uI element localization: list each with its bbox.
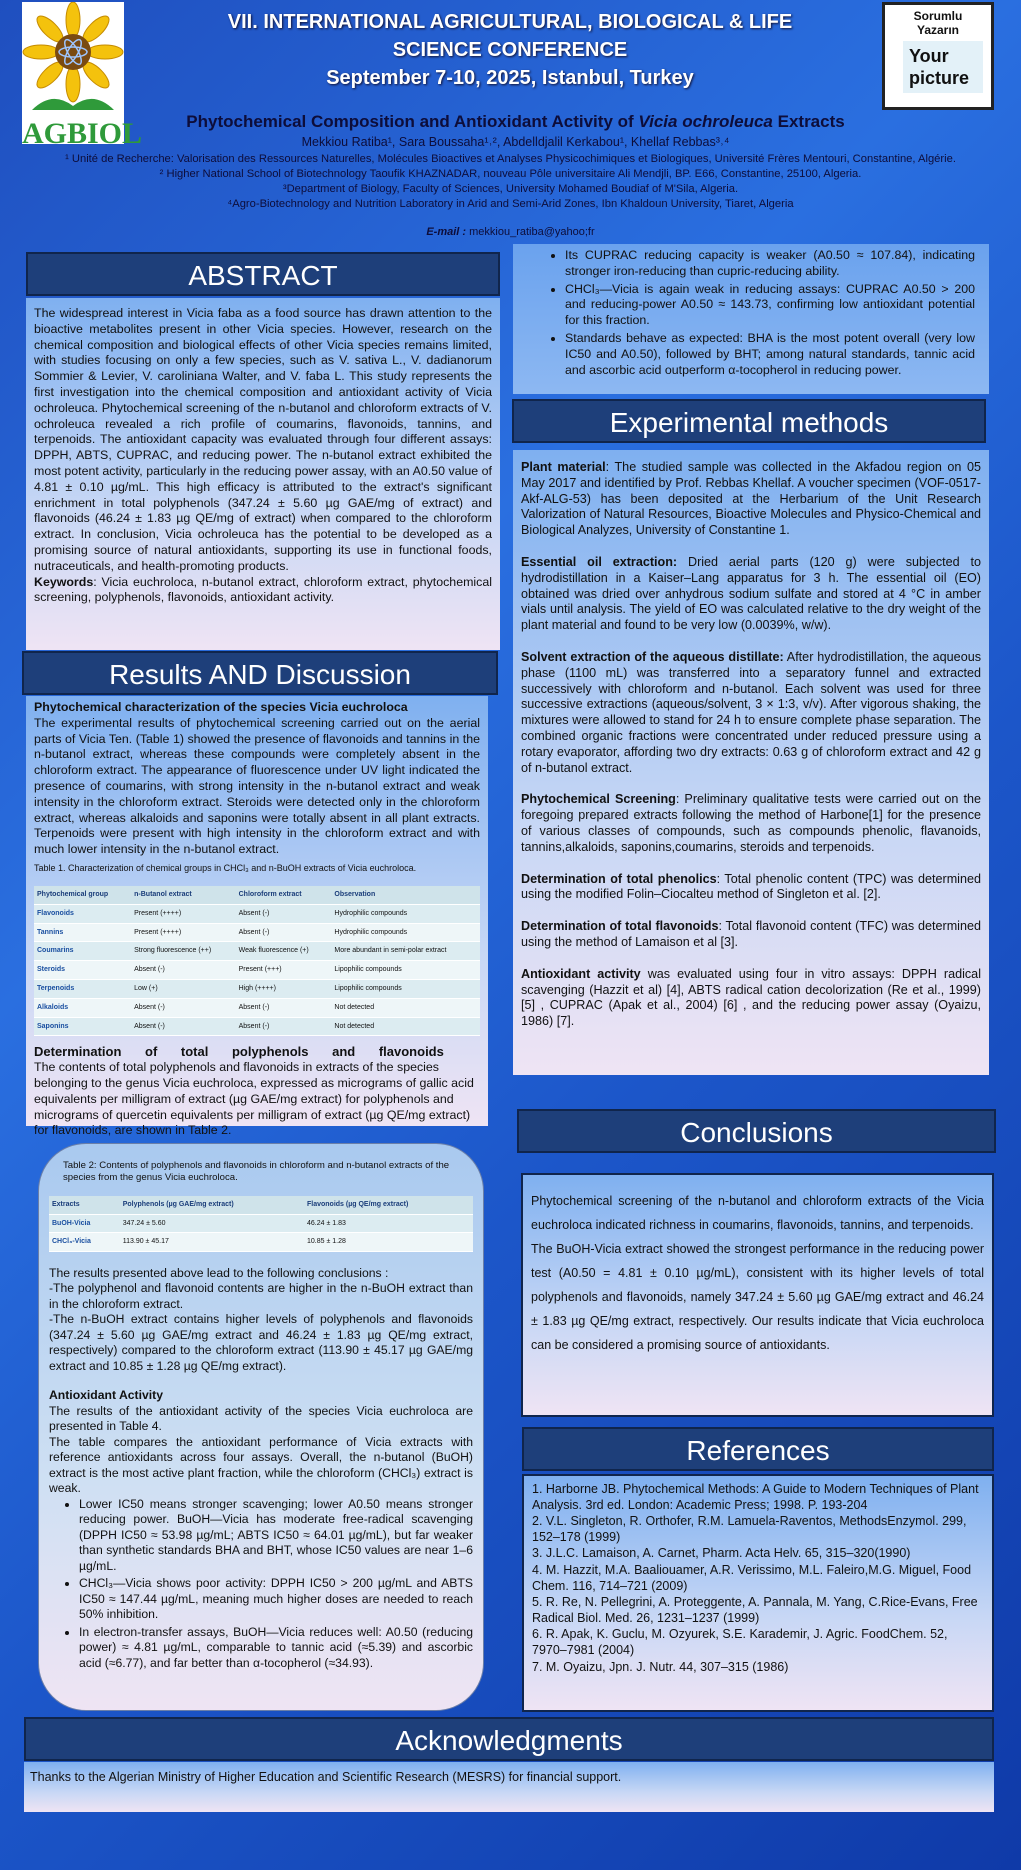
abstract-text: The widespread interest in Vicia faba as a food source has drawn attention to the bioactive metabolites present in other Vicia species. However, research on the chemical composition and biological effects of other Vicia species remains limited, with studies focusing on only a few species, such as V. sativa L., V. dadianorum Sommier & Levier, V. caroliniana Walter, and V. faba L. This study represents the first investigation into the chemical composition and antioxidant activity of Vicia ochroleuca. Phytochemical screening of the n-butanol and chloroform extracts of V. ochroleuca revealed a rich profile of coumarins, flavonoids, tannins, and terpenoids. The antioxidant capacity was evaluated through four different assays: DPPH, ABTS, CUPRAC, and reducing power. The n-butanol extract exhibited the most potent activity, particularly in the reducing power assay, with an A0.50 value of 4.81 ± 0.10 µg/mL. This high efficacy is attributed to the extract's significant enrichment in total polyphenols (347.24 ± 5.60 µg GAE/mg of extract) and flavonoids (46.24 ± 1.83 µg QE/mg of extract) when compared to the chloroform extract. In conclusion, Vicia ochroleuca has the potential to be developed as a promising source of natural antioxidants, supporting its use in functional foods, nutraceuticals, and health-promoting products.	[34, 306, 492, 573]
abstract-heading: ABSTRACT	[26, 252, 500, 296]
conclusions-intro: The results presented above lead to the following conclusions :	[49, 1265, 389, 1280]
table-cell: Lipophilic compounds	[331, 961, 480, 980]
phytochem-text: The experimental results of phytochemical screening carried out on the aerial parts of Vicia Ten. (Table 1) showed the presence of flavonoids and tannins in the n-butanol extract, whereas these compounds were completely absent in the chloroform extract. The appearance of fluorescence under UV light indicated the presence of coumarins, with strong intensity in the n-butanol extract and weak intensity in the chloroform extract. Steroids were detected only in the chloroform extract, whereas alkaloids and saponins were totally absent in all plant extracts. Terpenoids were present with high intensity in the chloroform extract and with much lower intensity in the n-butanol extract.	[34, 715, 480, 857]
table-cell: Alkaloids	[34, 998, 131, 1017]
affiliation-4: ⁴Agro-Biotechnology and Nutrition Laboratory in Arid and Semi-Arid Zones, Ibn Khaldoun University, Tiaret, Algeria	[227, 198, 794, 210]
table-cell: Low (+)	[131, 979, 236, 998]
authors: Mekkiou Ratiba¹, Sara Boussaha¹˒², Abdelldjalil Kerkabou¹, Khellaf Rebbas³˒⁴	[301, 135, 730, 149]
results-panel-1	[26, 696, 488, 1138]
table-cell: Present (++++)	[131, 904, 236, 923]
table-cell: Strong fluorescence (++)	[131, 942, 236, 961]
conference-line-1: VII. INTERNATIONAL AGRICULTURAL, BIOLOGICAL & LIFE	[227, 11, 793, 33]
continuation-bullet-3: • Standards behave as expected: BHA is the most potent overall (very low IC50 and A0.50), followed by BHT; among natural standards, tannic acid and ascorbic acid outperform α-tocopherol in reducing power.	[565, 331, 975, 378]
polyphenols-text: The contents of total polyphenols and flavonoids in extracts of the species belonging to the genus Vicia euchroloca, expressed as micrograms of gallic acid equivalents per milligram of extract (µg GAE/mg extract) for polyphenols and micrograms of quercetin equivalents per milligram of extract (µg QE/mg extract) for flavonoids, are shown in Table 2.	[34, 1060, 474, 1138]
table1-caption: Table 1. Characterization of chemical groups in CHCl₃ and n-BuOH extracts of Vicia euchroloca.	[34, 862, 417, 873]
table-cell: High (++++)	[236, 979, 332, 998]
conference-title	[150, 8, 870, 92]
antioxidant-bullet-1: • Lower IC50 means stronger scavenging; lower A0.50 means stronger reducing power. BuOH—Vicia has moderate free-radical scavenging (DPPH IC50 ≈ 53.98 µg/mL; ABTS IC50 ≈ 64.01 µg/mL), but far weaker than synthetic standards BHA and BHT, whose IC50 values are near 1–6 µg/mL.	[79, 1497, 473, 1575]
email-line: E-mail : mekkiou_ratiba@yahoo;fr	[426, 226, 595, 238]
table-cell: BuOH-Vicia	[49, 1214, 120, 1233]
table-cell: Not detected	[331, 1017, 480, 1036]
corner-label: Sorumlu Yazarın	[913, 9, 963, 37]
method-solvent-extraction: Solvent extraction of the aqueous distillate: After hydrodistillation, the aqueous phase (1100 mL) was transferred into a separatory funnel and extracted successively with chloroform and n-butanol. Each solvent was used for three successive extractions (aqueous/solvent, 3 × 1:3, v/v). After vigorous shaking, the mixtures were allowed to stand for 24 h to ensure complete phase separation. The combined organic fractions were concentrated under reduced pressure using a rotary evaporator, affording two dry extracts: 0.63 g of chloroform extract and 42 g of n-butanol extract.	[521, 649, 981, 775]
table-cell: Absent (-)	[236, 904, 332, 923]
conclusions-text-2: The BuOH-Vicia extract showed the strongest performance in the reducing power test (A0.50 = 4.81 ± 0.10 µg/mL), consistent with its higher levels of total polyphenols and flavonoids, namely 347.24 ± 5.60 µg GAE/mg extract and 46.24 ± 1.83 µg QE/mg extract, respectively. Our results indicate that Vicia euchroloca can be considered a promising source of antioxidants.	[531, 1242, 984, 1352]
table-row	[34, 961, 480, 980]
reference-item: 5. R. Re, N. Pellegrini, A. Proteggente, A. Pannala, M. Yang, C.Rice-Evans, Free Radical Biol. Med. 26, 1231–1237 (1999)	[532, 1595, 978, 1625]
table-header-cell: Polyphenols (µg GAE/mg extract)	[120, 1196, 304, 1214]
table-header-cell: Extracts	[49, 1196, 120, 1214]
table-cell: More abundant in semi-polar extract	[331, 942, 480, 961]
antioxidant-bullet-3: • In electron-transfer assays, BuOH—Vicia reduces well: A0.50 (reducing power) ≈ 4.81 µg/mL, comparable to tannic acid (≈5.39) and ascorbic acid (≈6.77), and far better than α-tocopherol (≈34.93).	[79, 1625, 473, 1672]
table-row	[34, 904, 480, 923]
reference-item: 7. M. Oyaizu, Jpn. J. Nutr. 44, 307–315 (1986)	[532, 1659, 789, 1674]
method-essential-oil: Essential oil extraction: Dried aerial parts (120 g) were subjected to hydrodistillation in a Kaiser–Lang apparatus for 3 h. The essential oil (EO) obtained was dried over anhydrous sodium sulfate and stored at 4 °C in amber vials until analysis. The yield of EO was calculated relative to the dry weight of the plant material and found to be very low (0.0039%, w/w).	[521, 554, 981, 633]
email-link[interactable]: mekkiou_ratiba@yahoo;fr	[469, 226, 595, 238]
acknowledgments-heading: Acknowledgments	[24, 1717, 994, 1761]
table-cell: Tannins	[34, 923, 131, 942]
conclusion-2: -The n-BuOH extract contains higher levels of polyphenols and flavonoids (347.24 ± 5.60 µg GAE/mg extract and 46.24 ± 1.83 µg QE/mg extract, respectively) compared to the chloroform extract (113.90 ± 45.17 µg GAE/mg extract and 10.85 ± 1.28 µg QE/mg extract).	[49, 1312, 473, 1373]
table-row	[34, 979, 480, 998]
table-header-cell: n-Butanol extract	[131, 886, 236, 904]
abstract-panel	[26, 298, 500, 650]
table-cell: Absent (-)	[236, 1017, 332, 1036]
table-cell: Absent (-)	[131, 998, 236, 1017]
conclusions-text-1: Phytochemical screening of the n-butanol and chloroform extracts of the Vicia euchroloca indicated richness in coumarins, flavonoids, tannins, and terpenoids.	[531, 1194, 984, 1232]
acknowledgments-panel	[24, 1762, 994, 1812]
table-cell: 347.24 ± 5.60	[120, 1214, 304, 1233]
conference-line-2: SCIENCE CONFERENCE	[392, 39, 628, 61]
agbiol-logo	[22, 2, 143, 150]
keywords: Keywords: Vicia euchroloca, n-butanol extract, chloroform extract, phytochemical screening, polyphenols, flavonoids, antioxidant activity.	[34, 574, 492, 605]
table-row	[34, 1017, 480, 1036]
logo-text: AGBIOL	[22, 117, 143, 150]
table-header-cell: Phytochemical group	[34, 886, 131, 904]
table-row	[34, 923, 480, 942]
continuation-bullet-2: • CHCl₃—Vicia is again weak in reducing assays: CUPRAC A0.50 > 200 and reducing-power A0.50 ≈ 143.73, confirming low antioxidant potential for this fraction.	[565, 282, 975, 329]
table-cell: Terpenoids	[34, 979, 131, 998]
table-cell: Coumarins	[34, 942, 131, 961]
reference-item: 1. Harborne JB. Phytochemical Methods: A Guide to Modern Techniques of Plant Analysis. 3rd ed. London: Academic Press; 1998. P. 193-204	[532, 1482, 979, 1512]
antioxidant-subheading: Antioxidant Activity	[49, 1388, 163, 1402]
table-cell: Hydrophilic compounds	[331, 923, 480, 942]
conclusions-panel	[521, 1173, 994, 1417]
table-row	[49, 1233, 473, 1252]
acknowledgments-text: Thanks to the Algerian Ministry of Higher Education and Scientific Research (MESRS) for financial support.	[30, 1770, 622, 1784]
table-cell: Absent (-)	[236, 998, 332, 1017]
antioxidant-continuation	[513, 244, 989, 394]
your-picture-label: Your picture	[903, 41, 983, 93]
table-cell: Flavonoids	[34, 904, 131, 923]
method-phytochemical-screening: Phytochemical Screening: Preliminary qualitative tests were carried out on the foregoing prepared extracts following the method of Harbone[1] for the presence of various classes of compounds, such as compounds phenolic, flavanoids, tannins,alkaloids, saponins,coumarins, steroids and terpenoids.	[521, 792, 982, 854]
table-cell: Steroids	[34, 961, 131, 980]
author-picture-placeholder	[882, 2, 994, 110]
table-cell: Present (++++)	[131, 923, 236, 942]
table-cell: Absent (-)	[236, 923, 332, 942]
table-header-cell: Chloroform extract	[236, 886, 332, 904]
references-heading: References	[522, 1427, 994, 1471]
method-total-phenolics: Determination of total phenolics: Total phenolic content (TPC) was determined using the modified Folin–Ciocalteu method of Singleton et al. [2].	[521, 871, 981, 902]
table-row	[34, 998, 480, 1017]
polyphenols-subheading: Determination of total polyphenols and flavonoids	[34, 1044, 444, 1060]
table-cell: Lipophilic compounds	[331, 979, 480, 998]
methods-panel	[513, 450, 989, 1075]
table-cell: 113.90 ± 45.17	[120, 1233, 304, 1252]
table-cell: Absent (-)	[131, 961, 236, 980]
reference-item: 6. R. Apak, K. Guclu, M. Ozyurek, S.E. Karademir, J. Agric. FoodChem. 52, 7970–7981 (2004)	[532, 1627, 948, 1657]
table-cell: Saponins	[34, 1017, 131, 1036]
table-cell: CHCl₃-Vicia	[49, 1233, 120, 1252]
reference-item: 2. V.L. Singleton, R. Orthofer, R.M. Lamuela-Raventos, MethodsEnzymol. 299, 152–178 (1999)	[532, 1514, 967, 1544]
method-plant-material: Plant material: The studied sample was collected in the Akfadou region on 05 May 2017 and identified by Prof. Rebbas Khellaf. A voucher specimen (VOF-0517-Akf-ALG-53) has been deposited at the Herbarium of the Unit Research Valorization of Natural Resources, Bioactive Molecules and Physico-Chemical and Biological Analyzes, University of Constantine 1.	[521, 460, 981, 538]
table-1	[34, 886, 480, 1036]
table-cell: Hydrophilic compounds	[331, 904, 480, 923]
references-panel	[522, 1474, 994, 1712]
paper-title: Phytochemical Composition and Antioxidant Activity of Vicia ochroleuca Extracts	[186, 112, 845, 131]
table-header-cell: Flavonoids (µg QE/mg extract)	[304, 1196, 473, 1214]
reference-list	[532, 1482, 984, 1675]
table-cell: 46.24 ± 1.83	[304, 1214, 473, 1233]
table-cell: Absent (-)	[131, 1017, 236, 1036]
table2-caption: Table 2: Contents of polyphenols and flavonoids in chloroform and n-butanol extracts of the species from the genus Vicia euchroloca.	[63, 1160, 450, 1183]
table-header-cell: Observation	[331, 886, 480, 904]
table-cell: Not detected	[331, 998, 480, 1017]
table-2	[49, 1196, 473, 1252]
table-cell: Weak fluorescence (+)	[236, 942, 332, 961]
affiliation-3: ³Department of Biology, Faculty of Sciences, University Mohamed Boudiaf of M'Sila, Algeria.	[282, 183, 739, 195]
method-total-flavonoids: Determination of total flavonoids: Total flavonoid content (TFC) was determined using the method of Lamaison et al [3].	[521, 919, 981, 949]
continuation-bullet-1: • Its CUPRAC reducing capacity is weaker (A0.50 ≈ 107.84), indicating stronger iron-reducing than cupric-reducing ability.	[565, 248, 975, 280]
antioxidant-bullet-2: • CHCl₃—Vicia shows poor activity: DPPH IC50 > 200 µg/mL and ABTS IC50 ≈ 147.44 µg/mL, meaning much higher doses are needed to reach 50% inhibition.	[79, 1576, 473, 1623]
conference-dates: September 7-10, 2025, Istanbul, Turkey	[326, 67, 694, 89]
results-heading: Results AND Discussion	[22, 651, 498, 695]
affiliation-2: ² Higher National School of Biotechnology Taoufik KHAZNADAR, nouveau Pôle universitaire Ali Mendjli, BP. E66, Constantine, 25100, Algeria.	[159, 168, 862, 180]
phytochem-subheading: Phytochemical characterization of the species Vicia euchroloca	[34, 700, 408, 714]
reference-item: 3. J.L.C. Lamaison, A. Carnet, Pharm. Acta Helv. 65, 315–320(1990)	[532, 1546, 911, 1561]
conclusions-heading: Conclusions	[517, 1109, 996, 1153]
conclusion-1: -The polyphenol and flavonoid contents are higher in the n-BuOH extract than in the chloroform extract.	[49, 1281, 473, 1311]
table-cell: 10.85 ± 1.28	[304, 1233, 473, 1252]
methods-heading: Experimental methods	[512, 399, 986, 443]
antioxidant-text-1: The results of the antioxidant activity of the species Vicia euchroloca are presented in Table 4.	[49, 1403, 473, 1433]
antioxidant-text-2: The table compares the antioxidant performance of Vicia extracts with reference antioxidants across four assays. Overall, the n-butanol (BuOH) extract is the most active plant fraction, while the chloroform (CHCl₃) extract is weak.	[49, 1434, 473, 1495]
reference-item: 4. M. Hazzit, M.A. Baaliouamer, A.R. Verissimo, M.L. Faleiro,M.G. Miguel, Food Chem. 116, 714–721 (2009)	[532, 1562, 972, 1593]
sunflower-icon	[22, 2, 124, 112]
table-row	[34, 942, 480, 961]
table-cell: Present (+++)	[236, 961, 332, 980]
affiliation-1: ¹ Unité de Recherche: Valorisation des Ressources Naturelles, Molécules Bioactives et Analyses Physicochimiques et Biologiques, Université Frères Mentouri, Constantine, Algérie.	[65, 153, 956, 165]
affiliations	[0, 152, 1021, 212]
method-antioxidant: Antioxidant activity was evaluated using four in vitro assays: DPPH radical scavenging (Hazzit et al) [4], ABTS radical cation decolorization (Re et al., 1999) [5] , CUPRAC (Apak et al., 2004) [6] , and the reducing power assay (Oyaizu, 1986) [7].	[521, 966, 981, 1029]
table-row	[49, 1214, 473, 1233]
results-panel-2	[38, 1143, 484, 1711]
